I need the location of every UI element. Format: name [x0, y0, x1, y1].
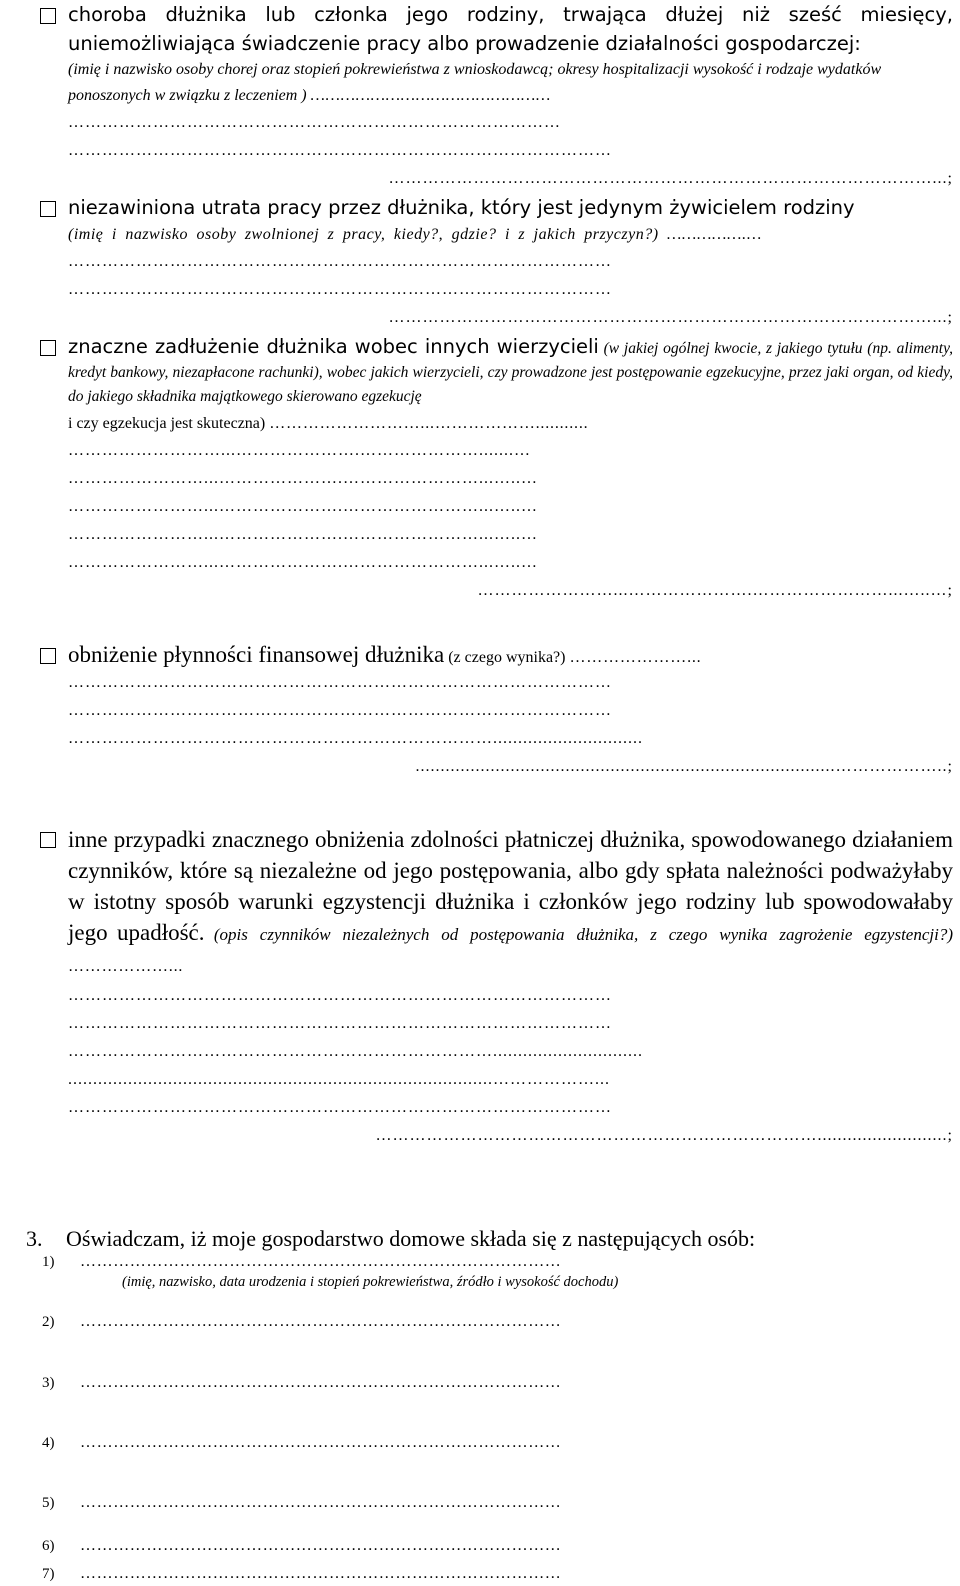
checkbox[interactable]	[40, 340, 56, 356]
fill-line: …………………...	[569, 649, 702, 666]
checkbox[interactable]	[40, 8, 56, 24]
fill-line: ……………………………………………………………………………………...;	[388, 309, 953, 326]
fill-line: ……………………………………………………………………………………	[68, 253, 612, 270]
fill-line: ……………………...………………….……………………...…..…	[68, 498, 538, 515]
item-note: (imię i nazwisko osoby zwolnionej z pracy, kiedy?, gdzie? i z jakich przyczyn?)	[68, 226, 659, 243]
fill-line: ……………………...………………….……………………...…..…	[68, 554, 538, 571]
item-note: (z czego wynika?)	[448, 649, 566, 666]
fill-line[interactable]: ……………………………………………………………………………	[80, 1565, 562, 1582]
fill-line: ……………………………………………………………………………………	[68, 674, 612, 691]
fill-line[interactable]: ……………………………………………………………………………	[80, 1313, 562, 1330]
fill-line: …………….…	[667, 226, 762, 243]
fill-line[interactable]: ……………………………………………………………………………	[80, 1434, 562, 1451]
section-title: Oświadczam, iż moje gospodarstwo domowe składa się z następujących osób:	[66, 1226, 756, 1251]
household-member-row	[42, 1434, 561, 1452]
member-number: 7)	[42, 1566, 55, 1582]
fill-line: ……………………………………………………………………………………	[68, 702, 612, 719]
checkbox[interactable]	[40, 648, 56, 664]
section-3-heading	[26, 1226, 755, 1252]
fill-line: ……………………………………………………………………………	[68, 114, 561, 131]
fill-line: ……………………………………………………………………………………	[68, 142, 612, 159]
fill-line: ………………...	[68, 958, 184, 975]
item-content	[68, 332, 953, 605]
household-member-row	[42, 1253, 561, 1271]
fill-line: ……………………………………………………………………………………	[68, 1099, 612, 1116]
item-note: i czy egzekucja jest skuteczna)	[68, 415, 266, 432]
section-number: 3.	[26, 1226, 43, 1251]
item-main-text: niezawiniona utrata pracy przez dłużnika, który jest jedynym żywicielem rodziny	[68, 196, 855, 219]
checkbox[interactable]	[40, 832, 56, 848]
item-main-text: obniżenie płynności finansowej dłużnika	[68, 642, 445, 667]
item-note: (opis czynników niezależnych od postępowania dłużnika, z czego wynika zagrożenie egzystencji?)	[213, 925, 953, 944]
member-number: 3)	[42, 1375, 55, 1391]
fill-line: …………………………………………………………………..............................	[68, 1043, 643, 1060]
fill-line: ……………………...………………….……………………...…..…	[68, 470, 538, 487]
fill-line[interactable]: ……………………………………………………………………………	[80, 1537, 562, 1554]
household-member-row	[42, 1374, 561, 1392]
fill-line: …………………………………………………………………..............................	[68, 730, 643, 747]
item-content	[68, 193, 953, 332]
fill-line: ……………………………………………………………………………………	[68, 987, 612, 1004]
fill-line[interactable]: ……………………………………………………………………………	[80, 1253, 562, 1270]
fill-line: ....................................................................................………………..;	[415, 758, 953, 775]
fill-line: ………………………...………………...........	[269, 415, 589, 432]
member-number: 5)	[42, 1495, 55, 1511]
fill-line: ………………………...………………….………………….......…	[68, 442, 531, 459]
member-number: 1)	[42, 1254, 55, 1270]
fill-line[interactable]: ……………………………………………………………………………	[80, 1494, 562, 1511]
item-note: (imię i nazwisko osoby chorej oraz stopień pokrewieństwa z wnioskodawcą; okresy hospitalizacji wysokość i rodzaje wydatków ponoszonych w związku z leczeniem )	[68, 61, 882, 104]
member-number: 4)	[42, 1435, 55, 1451]
checkbox[interactable]	[40, 201, 56, 217]
fill-line: ……………………………………………………………………..........................;	[375, 1127, 953, 1144]
fill-line: ……………………...………………….……………………...…..…;	[477, 582, 953, 599]
item-content	[68, 0, 953, 193]
fill-line[interactable]: ……………………………………………………………………………	[80, 1374, 562, 1391]
household-member-row	[42, 1565, 561, 1583]
fill-line: ……………………...………………….……………………...…..…	[68, 526, 538, 543]
household-member-row	[42, 1537, 561, 1555]
item-main-text: znaczne zadłużenie dłużnika wobec innych wierzycieli	[68, 335, 599, 358]
fill-line: ……………………………………………………………………………………...;	[388, 170, 953, 187]
member-field-note: (imię, nazwisko, data urodzenia i stopień pokrewieństwa, źródło i wysokość dochodu)	[122, 1274, 619, 1290]
fill-line: .....................................................................................………………...	[68, 1071, 610, 1088]
item-main-text: choroba dłużnika lub członka jego rodziny, trwająca dłużej niż sześć miesięcy, uniemożliwiająca świadczenie pracy albo prowadzenie działalności gospodarczej:	[68, 3, 953, 55]
fill-line: …………………………………………	[310, 87, 552, 104]
item-content	[68, 824, 953, 1150]
item-note: (w jakiej ogólnej kwocie, z jakiego tytułu (np. alimenty, kredyt bankowy, niezapłacone rachunki), wobec jakich wierzycieli, czy prowadzone jest postępowanie egzekucyjne, przez jaki organ, od kiedy, do jakiego składnika majątkowego skierowano egzekucję	[68, 340, 953, 405]
item-content	[68, 640, 953, 781]
item-main-text: inne przypadki znacznego obniżenia zdolności płatniczej dłużnika, spowodowanego działaniem czynników, które są niezależne od jego postępowania, albo gdy spłata należności podważyłaby w istotny sposób warunki egzystencji dłużnika i członków jego rodziny lub spowodowałaby jego upadłość.	[68, 827, 953, 945]
household-member-row	[42, 1313, 561, 1331]
household-member-row	[42, 1494, 561, 1512]
member-number: 6)	[42, 1538, 55, 1554]
fill-line: ……………………………………………………………………………………	[68, 281, 612, 298]
fill-line: ……………………………………………………………………………………	[68, 1015, 612, 1032]
member-number: 2)	[42, 1314, 55, 1330]
